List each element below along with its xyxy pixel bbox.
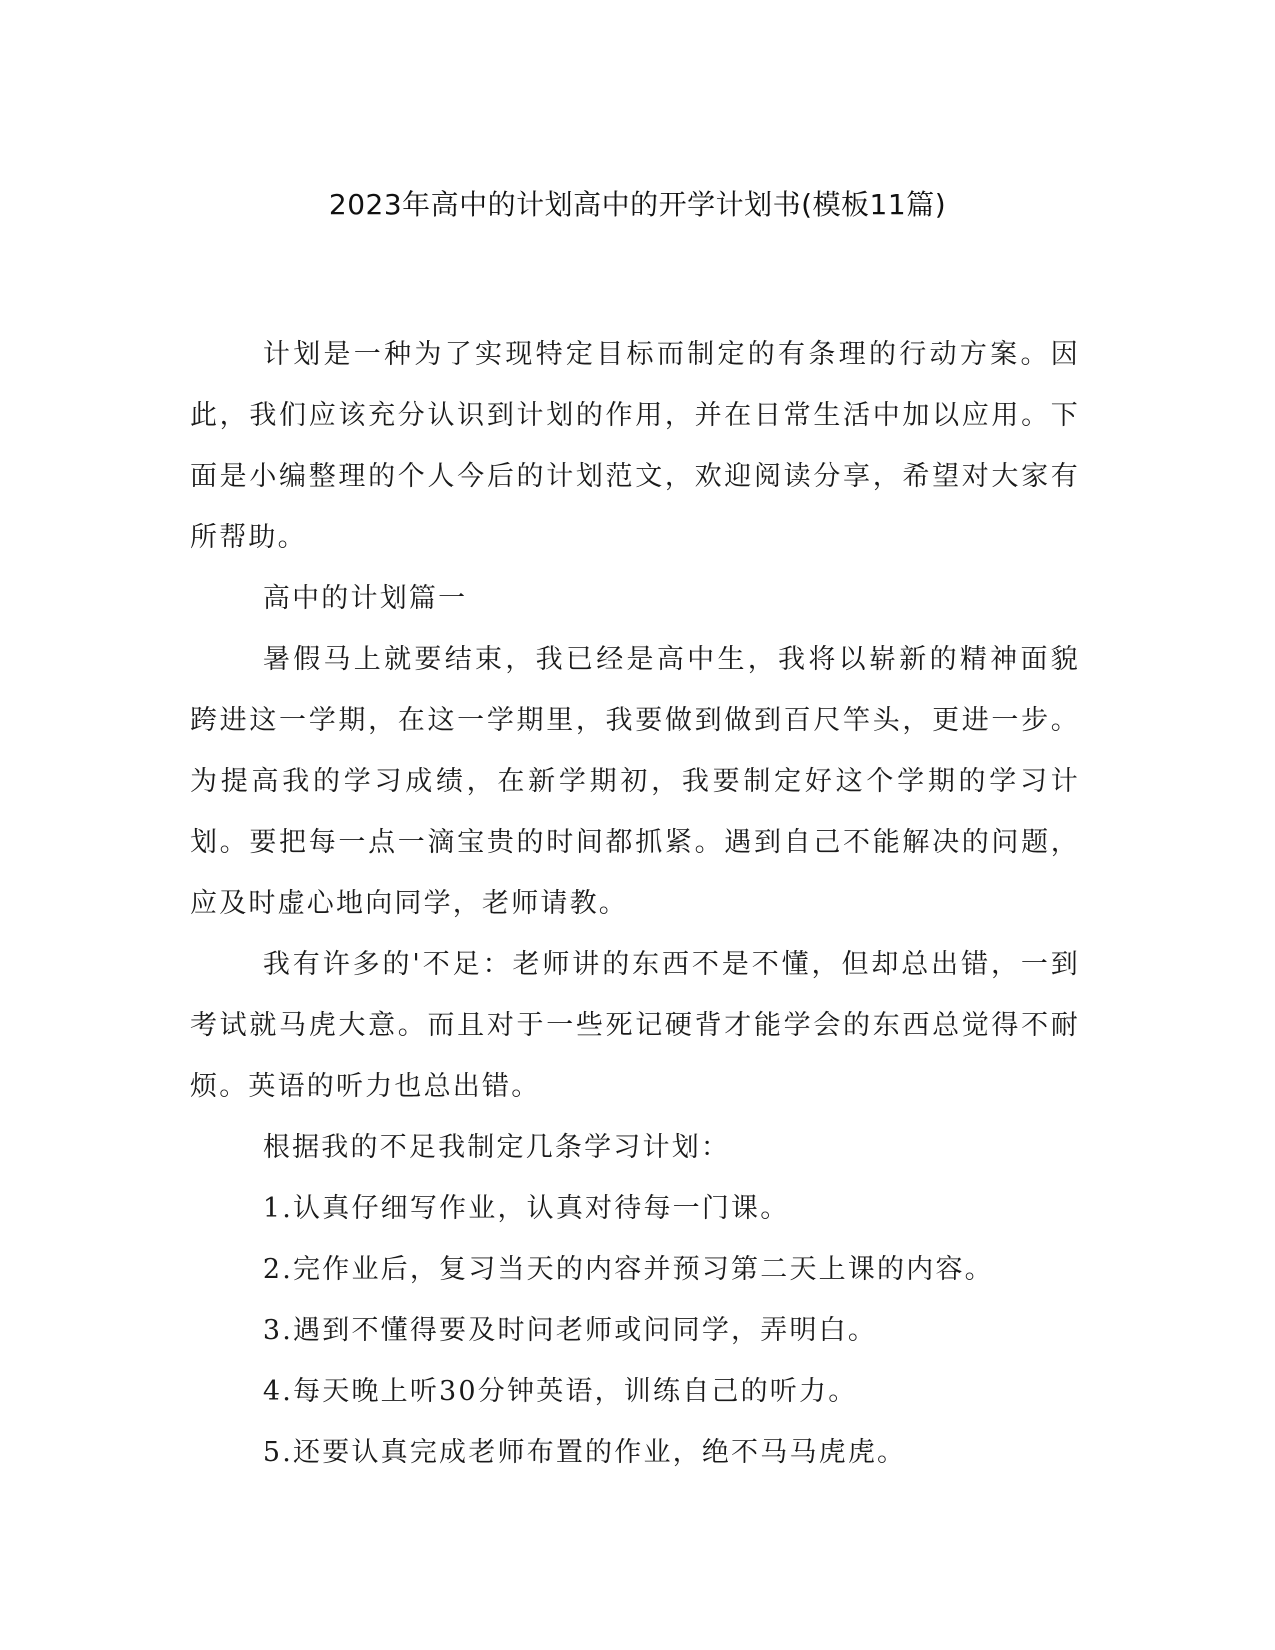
document-body [190, 324, 1080, 1483]
plan-list-item: 1.认真仔细写作业，认真对待每一门课。 [262, 1193, 790, 1224]
document-title: 2023年高中的计划高中的开学计划书(模板11篇) [328, 188, 947, 221]
plan-list-item: 5.还要认真完成老师布置的作业，绝不马马虎虎。 [262, 1437, 907, 1468]
body-paragraph: 我有许多的'不足：老师讲的东西不是不懂，但却总出错，一到考试就马虎大意。而且对于一些死记硬背才能学会的东西总觉得不耐烦。英语的听力也总出错。 [190, 949, 1080, 1102]
intro-paragraph: 计划是一种为了实现特定目标而制定的有条理的行动方案。因此，我们应该充分认识到计划的作用，并在日常生活中加以应用。下面是小编整理的个人今后的计划范文，欢迎阅读分享，希望对大家有所帮助。 [190, 339, 1080, 553]
section-heading: 高中的计划篇一 [262, 583, 468, 614]
plan-list-item: 2.完作业后，复习当天的内容并预习第二天上课的内容。 [262, 1254, 994, 1285]
body-paragraph: 暑假马上就要结束，我已经是高中生，我将以崭新的精神面貌跨进这一学期，在这一学期里，我要做到做到百尺竿头，更进一步。为提高我的学习成绩，在新学期初，我要制定好这个学期的学习计划。要把每一点一滴宝贵的时间都抓紧。遇到自己不能解决的问题，应及时虚心地向同学，老师请教。 [190, 644, 1080, 919]
plan-intro-paragraph: 根据我的不足我制定几条学习计划： [262, 1132, 731, 1163]
plan-list-item: 3.遇到不懂得要及时问老师或问同学，弄明白。 [262, 1315, 878, 1346]
plan-list-item: 4.每天晚上听30分钟英语，训练自己的听力。 [262, 1376, 858, 1407]
